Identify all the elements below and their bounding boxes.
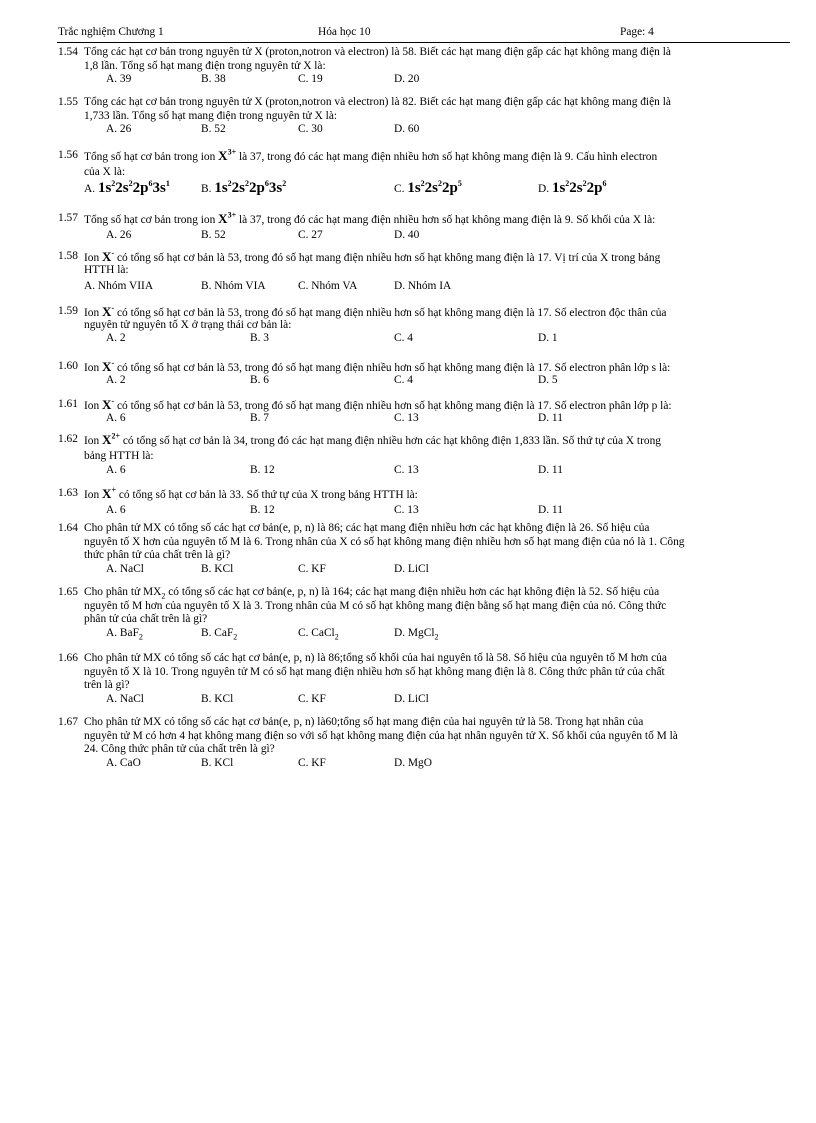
question-text: Ion — [84, 400, 100, 412]
question-1-59 — [58, 305, 790, 346]
option-c: C. 13 — [394, 463, 419, 476]
question-number: 1.67 — [58, 716, 78, 728]
orbital: 2s — [424, 179, 438, 196]
answer-options — [58, 178, 790, 202]
option-a: A. BaF$_2$ — [106, 626, 143, 642]
option-c: C. 13 — [394, 504, 419, 516]
question-number: 1.66 — [58, 652, 78, 664]
question-text: 24. Công thức phân tử của chất trên là gì? — [84, 743, 275, 756]
electron-count: 6 — [148, 178, 153, 188]
ion-symbol: $X^{2+}$ — [102, 431, 120, 447]
question-text: có tổng số các hạt cơ bản(e, p, n) là 164; các hạt mang điện nhiều hơn các hạt không điện là 52. Số hiệu của — [168, 586, 660, 598]
question-1-55 — [58, 96, 790, 137]
answer-options — [58, 332, 790, 346]
electron-count: 2 — [128, 178, 133, 188]
option-a: A. 2 — [106, 373, 126, 386]
option-d: D. 11 — [538, 463, 563, 476]
option-a: A. CaO — [106, 756, 141, 769]
orbital: 2p — [132, 179, 149, 196]
electron-count: 2 — [565, 178, 570, 188]
question-1-67 — [58, 716, 790, 770]
option-c: C. Nhóm VA — [298, 280, 358, 293]
electron-count: 6 — [602, 178, 607, 188]
answer-options — [58, 693, 790, 707]
answer-options — [58, 563, 790, 577]
question-text: nguyên tố X là 10. Trong nguyên tử M có số hạt mang điện nhiều hơn số hạt không mang điện là 8. Công thức phân tử của chất — [84, 665, 665, 678]
electron-count: 2 — [282, 178, 287, 188]
orbital: 3s — [152, 179, 166, 196]
question-1-65: 1.65 Cho phân tử $MX_2$ có tổng số các hạt cơ bản(e, p, n) là 164; các hạt mang điện nhiều hơn các hạt không điện là 52. Số hiệu của nguyên tố M hơn của nguyên tố X là 3. Trong nhân của M có số hạt không mang điện bằng số hạt mang điện của nó. Công thức phân tử của chất trên là gì? A. BaF$_2$ B. CaF$_2$ C. CaCl$_2$ D. MgCl$_2$ — [58, 586, 790, 640]
question-text: Tổng số hạt cơ bản trong ion — [84, 214, 216, 226]
ion-symbol: X- — [102, 248, 115, 264]
question-text: Ion — [84, 307, 100, 319]
question-number: 1.61 — [58, 398, 78, 410]
question-text: Cho phân tử MX có tổng số các hạt cơ bản(e, p, n) là 86; các hạt mang điện nhiều hơn các hạt không điện là 26. Số hiệu của — [84, 522, 650, 534]
question-number: 1.54 — [58, 46, 78, 58]
question-number: 1.60 — [58, 360, 78, 372]
option-c: C. KF — [298, 756, 326, 769]
question-text: Cho phân tử MX có tổng số các hạt cơ bản(e, p, n) là60;tổng số hạt mang điện của hai nguyên tử là 58. Trong hạt nhân của — [84, 716, 644, 728]
question-text: có tổng số hạt cơ bản là 53, trong đó số hạt mang điện nhiều hơn số hạt không mang điện là 17. Số electron độc thân của — [116, 307, 667, 319]
option-d: D. LiCl — [394, 562, 429, 575]
electron-count: 2 — [245, 178, 249, 188]
option-c: C. 30 — [298, 123, 323, 136]
option-a: A. NaCl — [106, 562, 144, 575]
question-number: 1.59 — [58, 305, 78, 317]
question-number: 1.58 — [58, 250, 78, 262]
orbital: 2s — [115, 179, 129, 196]
option-b: B. 12 — [250, 463, 275, 476]
question-text: Ion — [84, 252, 100, 264]
question-text: Tổng các hạt cơ bản trong nguyên tử X (proton,notron và electron) là 58. Biết các hạt mang điện gấp các hạt không mang điện là — [84, 46, 671, 58]
answer-options — [58, 504, 790, 518]
electron-count: 2 — [111, 178, 116, 188]
question-1-62 — [58, 433, 790, 477]
question-text: Cho phân tử MX có tổng số các hạt cơ bản(e, p, n) là 86;tổng số khối của hai nguyên tố là 58. Số hiệu của nguyên tố M hơn của — [84, 652, 667, 664]
header-page-number: Page: 4 — [620, 26, 654, 38]
electron-count: 1 — [165, 178, 170, 188]
question-text: Tổng các hạt cơ bản trong nguyên tử X (proton,notron và electron) là 82. Biết các hạt mang điện gấp các hạt không mang điện là — [84, 96, 671, 108]
option-d: D. 20 — [394, 73, 420, 86]
question-text: là 37, trong đó các hạt mang điện nhiều hơn số hạt không mang điện là 9. Cấu hình electron — [238, 151, 658, 163]
question-1-61 — [58, 398, 790, 425]
question-1-58 — [58, 250, 790, 294]
question-text: 1,8 lần. Tổng số hạt mang điện trong nguyên tử X là: — [84, 59, 326, 72]
orbital: 1s — [214, 179, 228, 196]
orbital: 1s — [97, 179, 112, 196]
question-1-66 — [58, 652, 790, 706]
question-number: 1.63 — [58, 487, 78, 499]
answer-options — [58, 73, 790, 87]
question-text: có tổng số hạt cơ bản là 53, trong đó số hạt mang điện nhiều hơn số hạt không mang điện là 17. Số electron phân lớp p là: — [116, 400, 672, 412]
option-b: B. KCl — [201, 756, 234, 769]
option-a: A. $1s^22s^22p^63s^1$ — [84, 178, 170, 196]
question-text: thức phân tử của chất trên là gì? — [84, 549, 231, 562]
option-b: B. 52 — [201, 229, 226, 241]
question-1-54 — [58, 46, 790, 87]
option-a: A. 6 — [106, 463, 126, 476]
question-1-64 — [58, 522, 790, 576]
option-d: D. LiCl — [394, 692, 429, 705]
option-b: B. 12 — [250, 504, 275, 516]
electron-count: 2 — [227, 178, 232, 188]
question-1-63 — [58, 487, 790, 518]
option-c: C. $1s^22s^22p^5$ — [394, 178, 462, 196]
question-number: 1.65 — [58, 586, 78, 598]
question-text: là 37, trong đó các hạt mang điện nhiều hơn số hạt không mang điện là 9. Số khối của X là: — [238, 214, 656, 226]
answer-options — [58, 229, 790, 243]
answer-options — [58, 757, 790, 771]
question-text: 1,733 lần. Tổng số hạt mang điện trong nguyên tử X là: — [84, 109, 338, 122]
option-b: B. CaF$_2$ — [201, 626, 238, 642]
electron-count: 5 — [457, 178, 462, 188]
ion-symbol: X+ — [102, 485, 116, 501]
question-text: có tổng số hạt cơ bản là 33. Số thứ tự của X trong bảng HTTH là: — [118, 489, 418, 501]
option-d: D. 11 — [538, 504, 563, 516]
option-c: C. CaCl$_2$ — [298, 626, 339, 642]
option-d: D. $1s^22s^22p^6$ — [538, 178, 607, 196]
header-divider — [57, 42, 790, 43]
header-subject: Hóa học 10 — [318, 26, 371, 38]
option-a: A. 6 — [106, 411, 126, 424]
electron-count: 6 — [264, 178, 269, 188]
question-text: của X là: — [84, 166, 126, 178]
question-text: có tổng số hạt cơ bản là 53, trong đó số hạt mang điện nhiều hơn số hạt không mang điện là 17. Số electron phân lớp s là: — [116, 362, 671, 374]
option-a: A. 26 — [106, 229, 132, 241]
orbital: 2s — [231, 179, 245, 196]
question-1-56 — [58, 149, 790, 202]
option-b: B. 7 — [250, 411, 269, 424]
question-text: Cho phân tử MX — [84, 586, 162, 598]
option-b: B. 52 — [201, 123, 226, 136]
option-d: D. 5 — [538, 373, 558, 386]
option-c: C. 4 — [394, 373, 413, 386]
option-d: D. 11 — [538, 411, 563, 424]
question-number: 1.57 — [58, 212, 78, 224]
answer-options — [58, 123, 790, 137]
option-d: D. 40 — [394, 229, 420, 241]
option-b: B. 6 — [250, 373, 269, 386]
question-text: HTTH là: — [84, 263, 129, 276]
question-text: nguyên tố X hơn của nguyên tố M là 6. Trong nhân của X có số hạt không mang điện nhiều hơn số hạt mang điện của nó là 1. Công — [84, 535, 685, 548]
question-text: Ion — [84, 435, 100, 447]
question-number: 1.62 — [58, 433, 78, 445]
option-c: C. KF — [298, 562, 326, 575]
option-c: C. 19 — [298, 73, 323, 86]
ion-symbol: $X^{3+}$ — [218, 210, 237, 226]
question-text: trên là gì? — [84, 679, 130, 692]
option-a: A. 6 — [106, 504, 126, 516]
option-a: A. 26 — [106, 123, 132, 136]
ion-symbol: X- — [102, 303, 115, 319]
orbital: 2p — [586, 179, 603, 196]
orbital: 1s — [551, 179, 566, 196]
question-number: 1.56 — [58, 149, 78, 161]
option-b: B. $1s^22s^22p^63s^2$ — [201, 178, 287, 196]
orbital: 2p — [442, 179, 458, 196]
option-a: A. NaCl — [106, 692, 144, 705]
question-1-57 — [58, 212, 790, 243]
header-chapter: Trắc nghiệm Chương 1 — [58, 26, 164, 38]
option-c: C. 13 — [394, 411, 419, 424]
question-text: Ion — [84, 489, 100, 501]
ion-symbol: X- — [102, 396, 115, 412]
question-text: có tổng số hạt cơ bản là 34, trong đó các hạt mang điện nhiều hơn các hạt không điện 1,833 lần. Số thứ tự của X trong — [122, 435, 661, 447]
question-number: 1.55 — [58, 96, 78, 108]
ion-symbol: $X^{3+}$ — [218, 147, 237, 163]
answer-options — [58, 280, 790, 294]
question-text: bảng HTTH là: — [84, 450, 154, 462]
answer-options — [58, 627, 790, 641]
page-header — [58, 26, 791, 41]
option-d: D. 60 — [394, 123, 420, 136]
option-c: C. 4 — [394, 332, 413, 345]
question-text: Ion — [84, 362, 100, 374]
option-a: A. 2 — [106, 332, 126, 345]
question-text: nguyên tố M hơn của nguyên tố X là 3. Trong nhân của M có số hạt không mang điện bằng số hạt mang điện của nó. Công thức — [84, 599, 667, 612]
option-d: D. MgO — [394, 756, 432, 769]
question-text: Tổng số hạt cơ bản trong ion — [84, 151, 216, 163]
option-a: A. Nhóm VIIA — [84, 280, 154, 293]
question-text: nguyên tử nguyên tố X ở trạng thái cơ bản là: — [84, 318, 292, 331]
question-text: có tổng số hạt cơ bản là 53, trong đó số hạt mang điện nhiều hơn số hạt không mang điện là 17. Vị trí của X trong bảng — [116, 252, 661, 264]
option-a: A. 39 — [106, 73, 132, 86]
answer-options — [58, 412, 790, 426]
orbital: 2s — [569, 179, 583, 196]
orbital: 3s — [268, 179, 283, 196]
question-text: nguyên tử M có hơn 4 hạt không mang điện so với số hạt không mang điện của hạt nhân nguyên tử X. Số khối của nguyên tố M là — [84, 729, 678, 742]
option-d: D. Nhóm IA — [394, 280, 452, 293]
question-1-60 — [58, 360, 790, 387]
option-b: B. 38 — [201, 73, 226, 86]
electron-count: 2 — [438, 178, 442, 188]
option-d: D. 1 — [538, 332, 558, 345]
option-b: B. Nhóm VIA — [201, 280, 266, 293]
question-text: phân tử của chất trên là gì? — [84, 613, 208, 626]
answer-options — [58, 464, 790, 478]
option-b: B. KCl — [201, 692, 234, 705]
electron-count: 2 — [582, 178, 587, 188]
question-number: 1.64 — [58, 522, 78, 534]
option-c: C. 27 — [298, 229, 323, 241]
orbital: 2p — [249, 179, 265, 196]
orbital: 1s — [407, 179, 421, 196]
option-b: B. 3 — [250, 332, 269, 345]
electron-count: 2 — [420, 178, 425, 188]
ion-symbol: X- — [102, 358, 115, 374]
option-c: C. KF — [298, 692, 326, 705]
option-b: B. KCl — [201, 562, 234, 575]
option-d: D. MgCl$_2$ — [394, 626, 439, 642]
answer-options — [58, 374, 790, 388]
